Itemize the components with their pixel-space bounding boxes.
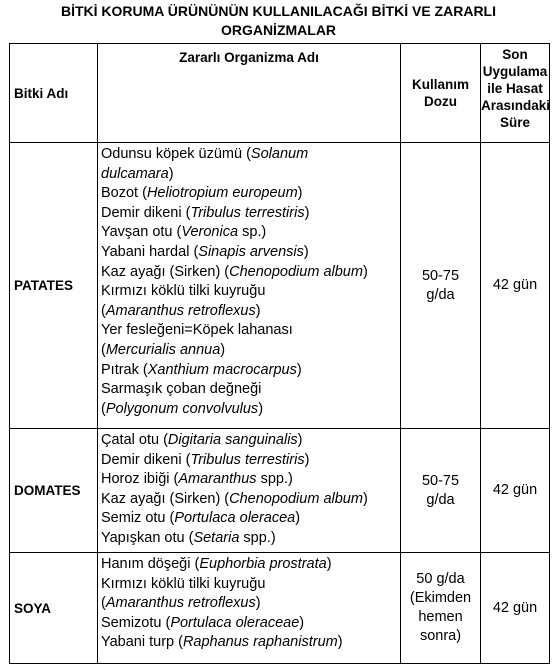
organism-common-name: Semizotu ( [101,614,171,631]
plant-name: PATATES [10,143,98,429]
organism-list [98,553,401,664]
organism-suffix: ) [303,243,309,260]
organism-common-name: Yabani hardal ( [101,243,199,260]
organism-line [101,282,396,302]
organism-line [101,633,396,653]
organism-line [101,451,396,471]
organism-suffix: ) [220,341,226,358]
organism-list [98,143,401,429]
header-interval-line: Arasındaki [481,98,551,113]
organism-suffix: ) [297,185,303,202]
organism-line [101,145,396,165]
organism-common-name: ( [101,302,106,319]
organism-latin-name: Amaranthus retroflexus [105,595,256,612]
organism-suffix: ) [255,302,261,319]
document-title [0,2,557,40]
organism-latin-name: Amaranthus retroflexus [105,302,256,319]
organism-suffix: ) [296,361,302,378]
organism-latin-name: dulcamara [101,165,169,182]
organism-common-name: ( [101,341,106,358]
organism-suffix: ) [304,451,310,468]
organism-common-name: Sarmaşık çoban değneği [101,381,262,398]
organism-suffix: ) [304,204,310,221]
organism-latin-name: Veronica [181,224,239,241]
header-interval-line: Uygulama [482,64,548,79]
plant-name: SOYA [10,553,98,664]
organism-common-name: Demir dikeni ( [101,451,191,468]
organism-line [101,529,396,549]
organism-latin-name: Solanum [250,146,309,162]
header-plant: Bitki Adı [10,44,98,143]
organism-common-name: Yer fesleğeni=Köpek lahanası [101,322,293,339]
organism-latin-name: Polygonum convolvulus [105,400,259,417]
header-interval [481,44,550,143]
organism-line [101,223,396,243]
header-dose-line: Kullanım [411,77,469,92]
organism-latin-name: Amaranthus [178,471,257,488]
organism-line [101,302,396,322]
header-row [10,44,550,143]
organism-common-name: Kaz ayağı (Sirken) ( [101,490,230,507]
organism-list [98,429,401,553]
organism-latin-name: Setaria [193,529,240,546]
organism-latin-name: Chenopodium album [229,263,363,280]
organism-suffix: ) [326,556,332,572]
organism-suffix: ) [258,400,264,417]
organism-common-name: Odunsu köpek üzümü ( [101,146,251,162]
dose-line: 50-75 [421,267,460,284]
organism-line [101,341,396,361]
header-organism: Zararlı Organizma Adı [98,44,401,143]
organism-line [101,470,396,490]
header-dose-line: Dozu [424,94,457,109]
organism-common-name: Yavşan otu ( [101,224,182,241]
harvest-interval: 42 gün [481,429,550,553]
organism-common-name: Yabani turp ( [101,634,183,651]
dose-cell [401,143,481,429]
organism-common-name: Kaz ayağı (Sirken) ( [101,263,230,280]
harvest-interval: 42 gün [481,553,550,664]
dose-line: sonra) [419,628,462,644]
organism-latin-name: Euphorbia prostrata [199,556,327,572]
plant-name: DOMATES [10,429,98,553]
harvest-interval: 42 gün [481,143,550,429]
organism-line [101,490,396,510]
usage-table [9,43,550,664]
organism-suffix: sp.) [238,224,267,241]
organism-latin-name: Tribulus terrestiris [190,204,305,221]
organism-suffix: ) [299,614,305,631]
dose-line: g/da [426,286,455,303]
organism-line [101,575,396,595]
organism-line [101,243,396,263]
organism-suffix: ) [255,595,261,612]
title-line-2: ORGANİZMALAR [220,22,337,38]
organism-common-name: Horoz ibiği ( [101,471,179,488]
organism-suffix: ) [297,432,303,448]
organism-common-name: Çatal otu ( [101,432,168,448]
organism-latin-name: Heliotropium europeum [146,185,298,202]
organism-common-name: Pıtrak ( [101,361,148,378]
organism-suffix: ) [337,634,343,651]
dose-line: 50 g/da [416,571,465,587]
organism-line [101,509,396,529]
organism-common-name: Semiz otu ( [101,510,175,527]
organism-latin-name: Raphanus raphanistrum [182,634,338,651]
organism-common-name: Bozot ( [101,185,147,202]
organism-line [101,184,396,204]
organism-line [101,204,396,224]
organism-line [101,400,396,420]
organism-suffix: spp.) [239,529,276,546]
organism-line [101,380,396,400]
table-row [10,553,550,664]
organism-latin-name: Chenopodium album [229,490,363,507]
organism-line [101,321,396,341]
organism-line [101,263,396,283]
organism-line [101,165,396,185]
dose-line: 50-75 [421,472,460,489]
organism-suffix: ) [362,490,368,507]
organism-suffix: ) [168,165,174,182]
organism-common-name: Demir dikeni ( [101,204,191,221]
organism-suffix: spp.) [256,471,293,488]
header-interval-line: Son [502,47,528,62]
organism-latin-name: Tribulus terrestiris [190,451,305,468]
dose-cell [401,553,481,664]
dose-line: hemen [418,609,463,625]
organism-latin-name: Portulaca oleracea [174,510,296,527]
organism-line [101,594,396,614]
organism-common-name: Kırmızı köklü tilki kuyruğu [101,283,266,300]
organism-line [101,614,396,634]
organism-latin-name: Digitaria sanguinalis [167,432,298,448]
organism-common-name: Yapışkan otu ( [101,529,194,546]
organism-common-name: ( [101,400,106,417]
organism-line [101,361,396,381]
table-row [10,143,550,429]
dose-cell [401,429,481,553]
organism-suffix: ) [362,263,368,280]
organism-suffix: ) [295,510,301,527]
title-line-1: BİTKİ KORUMA ÜRÜNÜNÜN KULLANILACAĞI BİTKİ VE ZARARLI [60,3,496,19]
organism-common-name: ( [101,595,106,612]
header-dose [401,44,481,143]
organism-latin-name: Sinapis arvensis [198,243,304,260]
organism-latin-name: Portulaca oleraceae [170,614,300,631]
organism-common-name: Kırmızı köklü tilki kuyruğu [101,575,266,592]
dose-line: (Ekimden [409,590,472,606]
organism-latin-name: Xanthium macrocarpus [147,361,297,378]
table-row [10,429,550,553]
organism-line [101,431,396,451]
organism-line [101,555,396,575]
organism-common-name: Hanım döşeği ( [101,556,200,572]
organism-latin-name: Mercurialis annua [105,341,221,358]
header-interval-line: Süre [499,115,530,130]
header-interval-line: ile Hasat [487,81,543,96]
dose-line: g/da [426,491,455,508]
